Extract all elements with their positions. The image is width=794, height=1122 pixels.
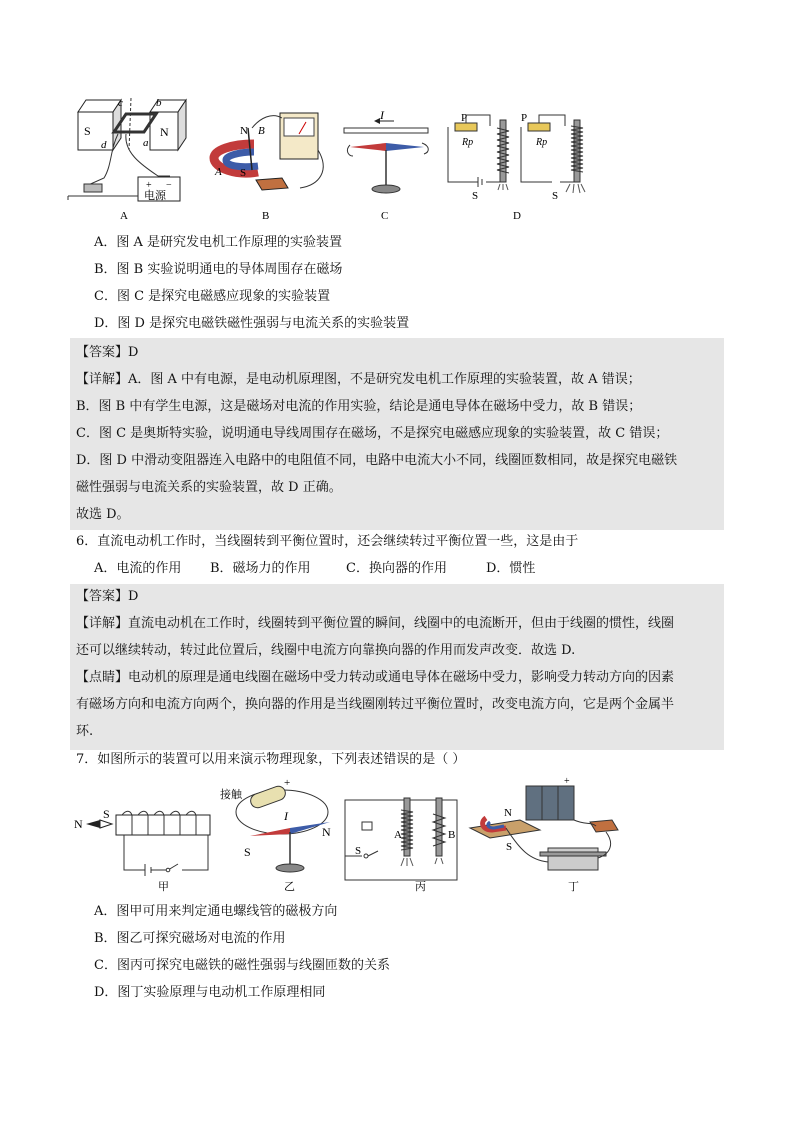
q6-option-d: D．惯性 [486,561,536,576]
q5-panel-a [68,97,186,202]
q5-answer: 【答案】D [76,345,139,360]
q7-panel-jia [74,807,210,876]
q7-ding-n: N [504,807,512,819]
q7-yi-n: N [322,825,331,839]
q7-jia-n: N [74,817,83,831]
q5b-a: A [215,166,222,178]
q7-option-a: A．图甲可用来判定通电螺线管的磁极方向 [94,904,338,919]
q7-panel-label-bing: 丙 [415,881,426,893]
q6-option-c: C．换向器的作用 [346,561,447,576]
q5-panel-d [448,112,585,202]
q6-comment-line-3: 环. [76,724,94,739]
q5c-i: I [380,108,384,122]
q5b-b: B [258,125,265,137]
q6-detail-line-2: 还可以继续转动，转过此位置后，线圈中电流方向靠换向器的作用而发声改变．故选 D. [76,643,576,658]
q5-option-b: B．图 B 实验说明通电的导体周围存在磁场 [94,262,343,277]
q6-answer-block [70,584,724,750]
q5d-s2: S [552,190,559,202]
q6-answer: 【答案】D [76,589,139,604]
q5-panel-label-b: B [262,210,270,222]
q7-yi-hint: 接触 [220,789,242,801]
q7-panel-label-ding: 丁 [568,881,579,893]
q5-detail-line-6: 故选 D。 [76,507,130,522]
q5a-c: c [118,97,123,109]
q7-jia-s: S [103,807,110,821]
q5d-s1: S [472,190,479,202]
q7-option-b: B．图乙可探究磁场对电流的作用 [94,931,286,946]
q6-detail-line-1: 【详解】直流电动机在工作时，线圈转到平衡位置的瞬间，线圈中的电流断开，但由于线圈的惯性，线圈 [76,616,675,631]
q6-option-b: B．磁场力的作用 [210,561,311,576]
q5-detail-line-5: 磁性强弱与电流关系的实验装置，故 D 正确。 [76,480,342,495]
q5b-s: S [240,167,247,179]
q6-comment-line-1: 【点睛】电动机的原理是通电线圈在磁场中受力转动或通电导体在磁场中受力，影响受力转动方向的因素 [76,670,675,685]
q5-option-d: D．图 D 是探究电磁铁磁性强弱与电流关系的实验装置 [94,316,410,331]
q5-detail-line-1: 【详解】A．图 A 中有电源，是电动机原理图，不是研究发电机工作原理的实验装置，故 A 错误； [76,372,641,387]
q7-panel-ding [470,776,618,870]
q5-panel-c [344,108,428,193]
q5a-plus: + [146,180,152,191]
q7-ding-plus: + [564,776,570,787]
q5-panel-b [214,113,323,190]
q5d-p1: P [461,112,468,124]
q7-stem: 7．如图所示的装置可以用来演示物理现象，下列表述错误的是（ ） [76,752,466,767]
q5-panel-label-d: D [513,210,521,222]
q7-bing-s: S [355,845,362,857]
q5-detail-line-4: D．图 D 中滑动变阻器连入电路中的电阻值不同，电路中电流大小不同，线圈匝数相同，故是探究电磁铁 [76,453,678,468]
q5a-n: N [160,125,169,139]
q7-option-d: D．图丁实验原理与电动机工作原理相同 [94,985,326,1000]
q7-figure [0,770,794,900]
q7-ding-s: S [506,841,513,853]
q5a-d: d [101,139,107,151]
q7-panel-bing [345,798,457,880]
q6-comment-line-2: 有磁场方向和电流方向两个，换向器的作用是当线圈刚转过平衡位置时，改变电流方向，它是两个金属半 [76,697,675,712]
q5b-n: N [240,125,248,137]
q5-panel-label-a: A [120,210,128,222]
q7-bing-a: A [394,829,402,841]
q7-yi-plus: + [284,777,291,789]
q5a-minus: − [166,180,172,191]
q5-option-c: C．图 C 是探究电磁感应现象的实验装置 [94,289,331,304]
q7-option-c: C．图丙可探究电磁铁的磁性强弱与线圈匝数的关系 [94,958,390,973]
q5-option-a: A．图 A 是研究发电机工作原理的实验装置 [94,235,343,250]
q5-panel-label-c: C [381,210,389,222]
q7-panel-label-yi: 乙 [284,881,295,893]
q5-detail-line-2: B．图 B 中有学生电源，这是磁场对电流的作用实验，结论是通电导体在磁场中受力，故 B 错误； [76,399,642,414]
q6-stem: 6．直流电动机工作时，当线圈转到平衡位置时，还会继续转过平衡位置一些，这是由于 [76,534,579,549]
q5d-rp2: Rp [536,137,548,148]
q7-yi-s: S [244,845,251,859]
q6-option-a: A．电流的作用 [94,561,182,576]
q7-panel-label-jia: 甲 [158,881,169,893]
q5d-rp1: Rp [462,137,474,148]
q5a-a: a [143,137,149,149]
q5a-b: b [156,97,162,109]
q5-detail-line-3: C．图 C 是奥斯特实验，说明通电导线周围存在磁场，不是探究电磁感应现象的实验装置，故 C 错误； [76,426,669,441]
q7-bing-b: B [448,829,456,841]
q5a-source: 电源 [144,190,166,202]
q5-figure [0,0,794,230]
q7-panel-yi [220,777,331,872]
q5a-s: S [84,124,91,138]
q5d-p2: P [521,112,528,124]
q7-yi-i: I [284,809,288,823]
